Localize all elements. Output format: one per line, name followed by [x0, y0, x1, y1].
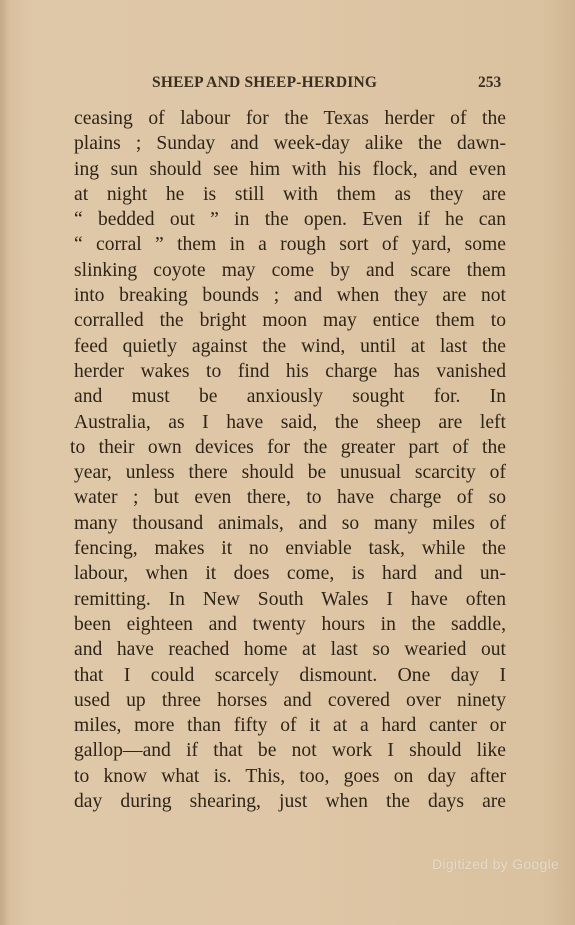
text-line: water ; but even there, to have charge of so — [74, 487, 506, 509]
text-line: remitting. In New South Wales I have often — [74, 588, 506, 610]
text-line: “ corral ” them in a rough sort of yard, some — [74, 234, 506, 256]
text-line: miles, more than fifty of it at a hard canter or — [74, 715, 506, 737]
text-line: “ bedded out ” in the open. Even if he can — [74, 209, 506, 231]
text-line: and have reached home at last so wearied out — [74, 639, 506, 661]
text-line: that I could scarcely dismount. One day I — [74, 664, 506, 686]
text-line: at night he is still with them as they are — [74, 183, 506, 205]
digitized-watermark: Digitized by Google — [432, 856, 560, 872]
text-line: Australia, as I have said, the sheep are left — [74, 411, 506, 433]
text-line: and must be anxiously sought for. In — [74, 386, 506, 408]
text-line: to their own devices for the greater part of the — [70, 436, 506, 458]
body-text — [70, 106, 506, 814]
text-line: day during shearing, just when the days are — [74, 791, 506, 813]
text-line: herder wakes to find his charge has vanished — [74, 360, 506, 382]
text-line: into breaking bounds ; and when they are not — [74, 285, 506, 307]
text-line: been eighteen and twenty hours in the saddle, — [74, 613, 506, 635]
text-line: used up three horses and covered over ninety — [74, 689, 506, 711]
text-line: year, unless there should be unusual scarcity of — [74, 462, 506, 484]
text-line: ing sun should see him with his flock, and even — [74, 158, 506, 180]
text-line: to know what is. This, too, goes on day after — [74, 765, 506, 787]
text-line: feed quietly against the wind, until at last the — [74, 335, 506, 357]
page-number: 253 — [478, 74, 502, 91]
text-line: plains ; Sunday and week-day alike the dawn- — [74, 133, 506, 155]
text-line: fencing, makes it no enviable task, while the — [74, 538, 506, 560]
text-line: gallop—and if that be not work I should like — [74, 740, 506, 762]
text-line: slinking coyote may come by and scare them — [74, 259, 506, 281]
text-line: ceasing of labour for the Texas herder of the — [74, 108, 506, 129]
text-line: many thousand animals, and so many miles of — [74, 512, 506, 534]
page-header — [0, 72, 575, 96]
text-line: corralled the bright moon may entice them to — [74, 310, 506, 332]
text-line: labour, when it does come, is hard and un- — [74, 563, 506, 585]
running-head: SHEEP AND SHEEP-HERDING — [152, 74, 378, 91]
